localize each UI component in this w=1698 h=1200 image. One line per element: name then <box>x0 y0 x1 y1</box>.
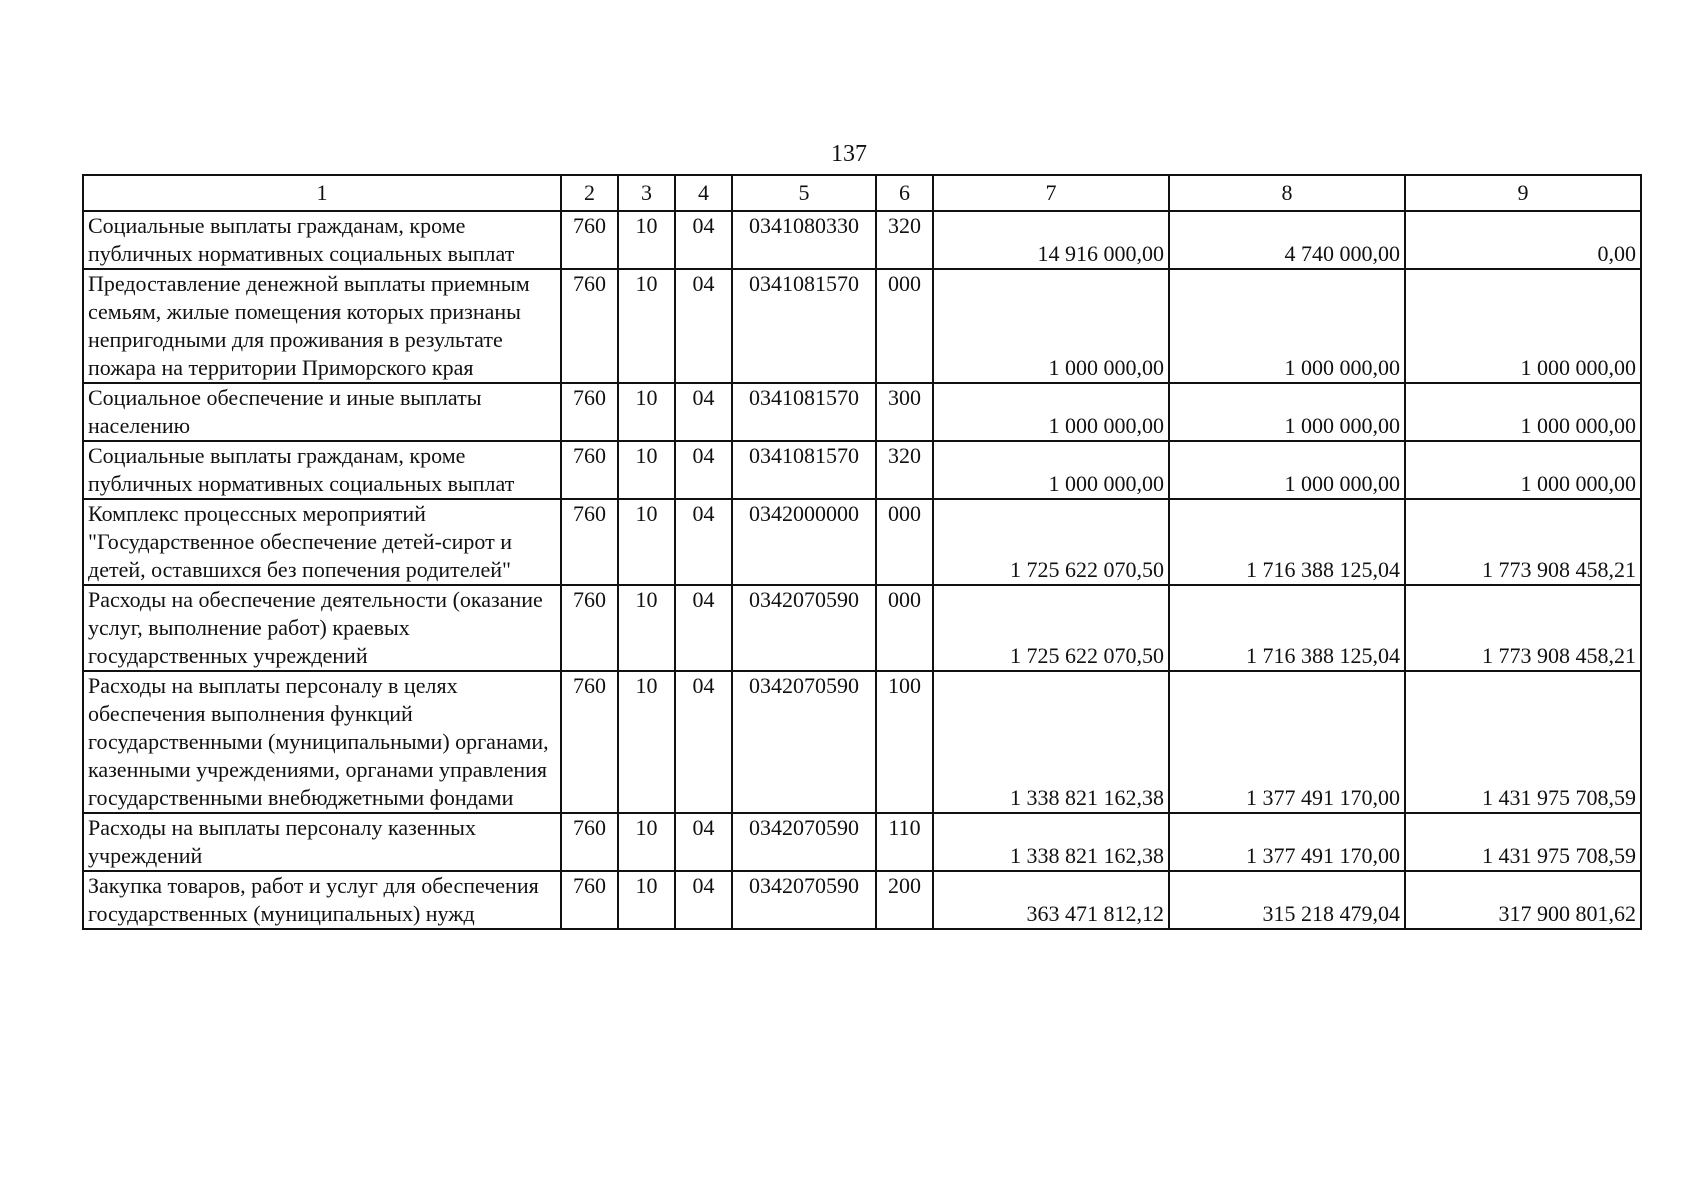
col-7-amount: 363 471 812,12 <box>933 871 1169 929</box>
header-row <box>83 175 1641 211</box>
col-5: 0342000000 <box>732 499 876 585</box>
col-8-amount: 1 377 491 170,00 <box>1169 813 1405 871</box>
col-6: 320 <box>876 211 933 269</box>
col-5: 0341081570 <box>732 269 876 383</box>
col-8-amount: 1 000 000,00 <box>1169 383 1405 441</box>
col-5: 0341080330 <box>732 211 876 269</box>
col-7-amount: 1 338 821 162,38 <box>933 813 1169 871</box>
col-6: 000 <box>876 585 933 671</box>
col-7-amount: 1 338 821 162,38 <box>933 671 1169 813</box>
header-cell: 2 <box>561 175 618 211</box>
header-cell: 1 <box>83 175 561 211</box>
row-name: Закупка товаров, работ и услуг для обеспечения государственных (муниципальных) нужд <box>83 871 561 929</box>
col-2: 760 <box>561 813 618 871</box>
col-8-amount: 4 740 000,00 <box>1169 211 1405 269</box>
col-4: 04 <box>675 269 732 383</box>
col-6: 200 <box>876 871 933 929</box>
col-9-amount: 1 431 975 708,59 <box>1405 813 1641 871</box>
header-cell: 8 <box>1169 175 1405 211</box>
col-2: 760 <box>561 585 618 671</box>
col-8-amount: 1 377 491 170,00 <box>1169 671 1405 813</box>
col-7-amount: 14 916 000,00 <box>933 211 1169 269</box>
col-8-amount: 315 218 479,04 <box>1169 871 1405 929</box>
row-name: Социальное обеспечение и иные выплаты населению <box>83 383 561 441</box>
budget-table <box>82 174 1642 930</box>
col-3: 10 <box>618 269 675 383</box>
col-2: 760 <box>561 441 618 499</box>
col-7-amount: 1 000 000,00 <box>933 269 1169 383</box>
col-5: 0342070590 <box>732 585 876 671</box>
col-8-amount: 1 716 388 125,04 <box>1169 585 1405 671</box>
table-row <box>83 871 1641 929</box>
row-name: Расходы на выплаты персоналу в целях обеспечения выполнения функций государственными (муниципальными) органами, казенными учреждениями, органами управления государственными внебюджетными фондами <box>83 671 561 813</box>
col-6: 000 <box>876 269 933 383</box>
col-5: 0342070590 <box>732 871 876 929</box>
col-7-amount: 1 000 000,00 <box>933 383 1169 441</box>
col-3: 10 <box>618 813 675 871</box>
col-2: 760 <box>561 383 618 441</box>
row-name: Социальные выплаты гражданам, кроме публичных нормативных социальных выплат <box>83 211 561 269</box>
col-4: 04 <box>675 585 732 671</box>
row-name: Предоставление денежной выплаты приемным семьям, жилые помещения которых признаны непригодными для проживания в результате пожара на территории Приморского края <box>83 269 561 383</box>
col-9-amount: 1 773 908 458,21 <box>1405 499 1641 585</box>
col-9-amount: 1 773 908 458,21 <box>1405 585 1641 671</box>
row-name: Социальные выплаты гражданам, кроме публичных нормативных социальных выплат <box>83 441 561 499</box>
col-3: 10 <box>618 671 675 813</box>
row-name: Расходы на выплаты персоналу казенных учреждений <box>83 813 561 871</box>
row-name: Комплекс процессных мероприятий "Государственное обеспечение детей-сирот и детей, оставшихся без попечения родителей" <box>83 499 561 585</box>
row-name: Расходы на обеспечение деятельности (оказание услуг, выполнение работ) краевых государственных учреждений <box>83 585 561 671</box>
col-9-amount: 317 900 801,62 <box>1405 871 1641 929</box>
col-9-amount: 0,00 <box>1405 211 1641 269</box>
col-4: 04 <box>675 383 732 441</box>
col-4: 04 <box>675 671 732 813</box>
col-6: 000 <box>876 499 933 585</box>
col-6: 100 <box>876 671 933 813</box>
col-2: 760 <box>561 211 618 269</box>
table-row <box>83 585 1641 671</box>
table-row <box>83 269 1641 383</box>
header-cell: 3 <box>618 175 675 211</box>
col-5: 0341081570 <box>732 441 876 499</box>
col-4: 04 <box>675 871 732 929</box>
header-cell: 6 <box>876 175 933 211</box>
col-3: 10 <box>618 499 675 585</box>
col-2: 760 <box>561 871 618 929</box>
col-3: 10 <box>618 383 675 441</box>
col-7-amount: 1 000 000,00 <box>933 441 1169 499</box>
col-4: 04 <box>675 211 732 269</box>
col-2: 760 <box>561 269 618 383</box>
col-7-amount: 1 725 622 070,50 <box>933 585 1169 671</box>
col-6: 110 <box>876 813 933 871</box>
col-6: 300 <box>876 383 933 441</box>
col-5: 0342070590 <box>732 813 876 871</box>
col-3: 10 <box>618 871 675 929</box>
col-6: 320 <box>876 441 933 499</box>
col-9-amount: 1 000 000,00 <box>1405 441 1641 499</box>
col-2: 760 <box>561 671 618 813</box>
col-3: 10 <box>618 441 675 499</box>
table-row <box>83 441 1641 499</box>
header-cell: 7 <box>933 175 1169 211</box>
table-row <box>83 383 1641 441</box>
col-4: 04 <box>675 441 732 499</box>
col-8-amount: 1 000 000,00 <box>1169 269 1405 383</box>
col-3: 10 <box>618 585 675 671</box>
col-8-amount: 1 716 388 125,04 <box>1169 499 1405 585</box>
table-row <box>83 671 1641 813</box>
col-8-amount: 1 000 000,00 <box>1169 441 1405 499</box>
col-9-amount: 1 000 000,00 <box>1405 269 1641 383</box>
table-row <box>83 211 1641 269</box>
col-4: 04 <box>675 813 732 871</box>
header-cell: 5 <box>732 175 876 211</box>
col-7-amount: 1 725 622 070,50 <box>933 499 1169 585</box>
col-2: 760 <box>561 499 618 585</box>
col-9-amount: 1 000 000,00 <box>1405 383 1641 441</box>
header-cell: 9 <box>1405 175 1641 211</box>
table-row <box>83 813 1641 871</box>
col-3: 10 <box>618 211 675 269</box>
page-number: 137 <box>831 141 867 167</box>
col-5: 0341081570 <box>732 383 876 441</box>
col-9-amount: 1 431 975 708,59 <box>1405 671 1641 813</box>
table-row <box>83 499 1641 585</box>
col-4: 04 <box>675 499 732 585</box>
col-5: 0342070590 <box>732 671 876 813</box>
header-cell: 4 <box>675 175 732 211</box>
